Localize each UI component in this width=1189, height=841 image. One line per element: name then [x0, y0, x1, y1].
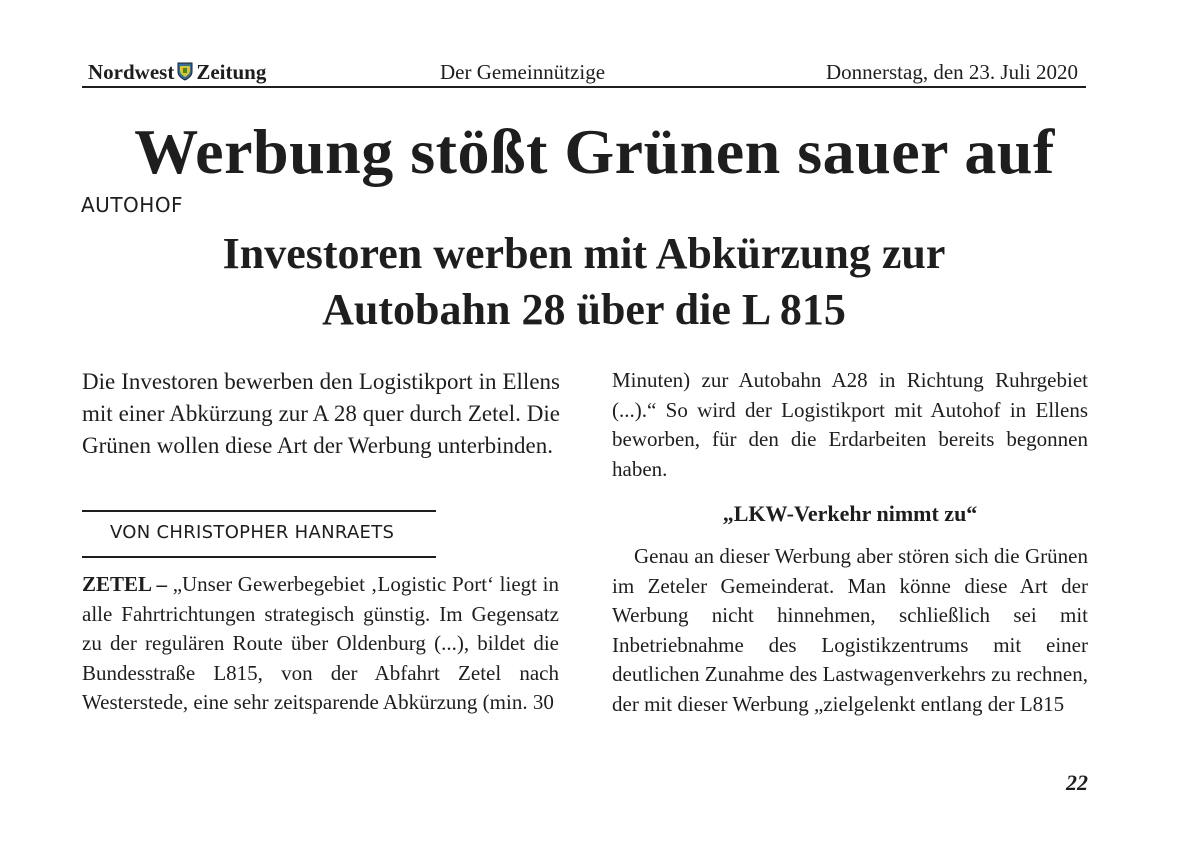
subheadline: [84, 226, 1084, 338]
dateline: ZETEL –: [82, 572, 168, 596]
body-paragraph: [612, 542, 1088, 719]
subheadline-line-1: Investoren werben mit Abkürzung zur: [222, 229, 946, 278]
coat-of-arms-icon: [177, 62, 193, 87]
byline: VON CHRISTOPHER HANRAETS: [110, 522, 395, 543]
body-text-right-top: Minuten) zur Autobahn A28 in Richtung Ruhrgebiet (...).“ So wird der Logistikport mit Autohof in Ellens beworben, für den die Erdarbeiten bereits begonnen haben.: [612, 368, 1088, 481]
brand-name-part1: Nordwest: [88, 60, 175, 84]
body-column-right: [612, 542, 1088, 719]
section-name: Der Gemeinnützige: [440, 60, 606, 84]
body-column-right-top: [612, 366, 1088, 484]
byline-rule-bottom: [82, 556, 436, 558]
body-column-left: [82, 570, 559, 718]
page-number: 22: [1066, 770, 1088, 795]
lead-paragraph: [82, 366, 560, 462]
lead-text: Die Investoren bewerben den Logistikport in Ellens mit einer Abkürzung zur A 28 quer durch Zetel. Die Grünen wollen diese Art der Werbung unterbinden.: [82, 369, 560, 458]
body-text-right: Genau an dieser Werbung aber stören sich die Grünen im Zeteler Gemeinderat. Man könne diese Art der Werbung nicht hinnehmen, schließlich sei mit Inbetriebnahme des Logistikzentrums mit einer deutlichen Zunahme des Lastwagenverkehrs zu rechnen, der mit dieser Werbung „zielgelenkt entlang der L815: [612, 544, 1088, 716]
body-text-left: „Unser Gewerbegebiet ‚Logistic Port‘ liegt in alle Fahrtrichtungen strategisch günstig. Im Gegensatz zu der regulären Route über Oldenburg (...), bildet die Bundesstraße L815, von der Abfahrt Zetel nach Westerstede, eine sehr zeitsparende Abkürzung (min. 30: [82, 572, 559, 714]
newspaper-brand: [88, 60, 266, 87]
body-paragraph: [82, 570, 559, 718]
issue-date: Donnerstag, den 23. Juli 2020: [826, 60, 1078, 84]
crosshead: „LKW-Verkehr nimmt zu“: [722, 501, 978, 526]
subheadline-line-2: Autobahn 28 über die L 815: [322, 285, 846, 334]
kicker: AUTOHOF: [81, 193, 184, 217]
masthead: [82, 56, 1086, 88]
brand-name-part2: Zeitung: [196, 60, 267, 84]
headline: Werbung stößt Grünen sauer auf: [134, 116, 1055, 187]
byline-rule-top: [82, 510, 436, 512]
